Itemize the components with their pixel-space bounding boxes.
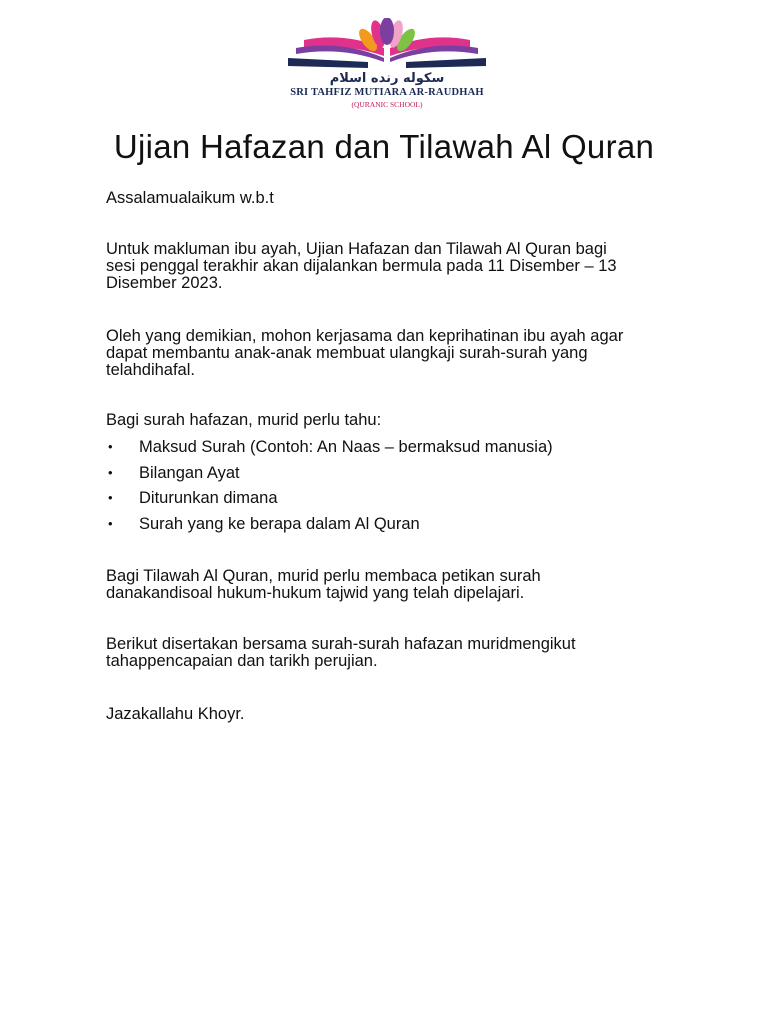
lotus-petal-icon	[380, 18, 394, 45]
bullet-icon: •	[108, 439, 113, 454]
logo-emblem	[284, 18, 490, 88]
school-name: SRI TAHFIZ MUTIARA AR-RAUDHAH	[290, 87, 484, 98]
paragraph-tilawah: Bagi Tilawah Al Quran, murid perlu membaca petikan surah danakandisoal hukum-hukum tajwid yang telah dipelajari.	[106, 567, 541, 602]
bullet-icon: •	[108, 490, 113, 505]
paragraph-announcement: Untuk makluman ibu ayah, Ujian Hafazan dan Tilawah Al Quran bagi sesi penggal terakhir akan dijalankan bermula pada 11 Disember – 13 Disember 2023.	[106, 240, 617, 292]
paragraph-request: Oleh yang demikian, mohon kerjasama dan keprihatinan ibu ayah agar dapat membantu anak-anak membuat ulangkaji surah-surah yang telahdihafal.	[106, 327, 624, 379]
closing: Jazakallahu Khoyr.	[106, 705, 245, 723]
page-title: Ujian Hafazan dan Tilawah Al Quran	[113, 128, 655, 165]
paragraph-attachment: Berikut disertakan bersama surah-surah hafazan muridmengikut tahappencapaian dan tarikh perujian.	[106, 635, 576, 670]
list-item	[106, 436, 686, 462]
list-item	[106, 487, 686, 513]
hafazan-requirements-list	[106, 436, 686, 538]
list-item-text: Diturunkan dimana	[139, 489, 278, 507]
hafazan-intro: Bagi surah hafazan, murid perlu tahu:	[106, 411, 382, 429]
list-item	[106, 513, 686, 539]
bullet-icon: •	[108, 464, 113, 480]
list-item-text: Maksud Surah (Contoh: An Naas – bermaksud manusia)	[139, 438, 553, 456]
list-item	[106, 462, 686, 488]
school-logo	[284, 18, 490, 114]
greeting: Assalamualaikum w.b.t	[106, 189, 274, 207]
arabic-calligraphy: سکوله رنده اسلام	[329, 71, 445, 86]
bullet-icon: •	[108, 515, 113, 531]
school-subtitle: (QURANIC SCHOOL)	[351, 100, 423, 109]
list-item-text: Surah yang ke berapa dalam Al Quran	[139, 514, 420, 533]
list-item-text: Bilangan Ayat	[139, 463, 240, 482]
